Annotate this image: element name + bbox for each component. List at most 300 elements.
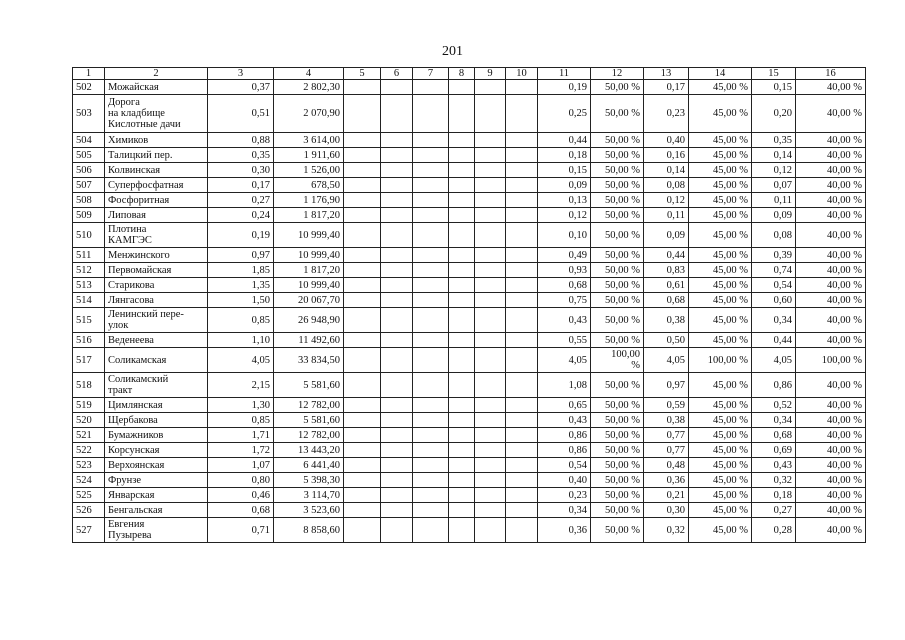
cell-col-14: 45,00 %	[689, 333, 752, 348]
table-row	[73, 248, 866, 263]
cell-col-12: 50,00 %	[591, 248, 644, 263]
cell-col-11: 0,19	[538, 80, 591, 95]
cell-col-3: 0,17	[208, 178, 274, 193]
cell-col-16: 40,00 %	[796, 473, 866, 488]
cell-col-3: 0,46	[208, 488, 274, 503]
cell-col-14: 45,00 %	[689, 373, 752, 398]
cell-col-14: 45,00 %	[689, 518, 752, 543]
cell-col-1: 506	[73, 163, 105, 178]
empty-cell	[506, 278, 538, 293]
empty-cell	[449, 518, 475, 543]
empty-cell	[506, 503, 538, 518]
cell-col-15: 0,12	[752, 163, 796, 178]
column-header: 8	[449, 68, 475, 80]
empty-cell	[344, 293, 381, 308]
cell-col-12: 50,00 %	[591, 373, 644, 398]
empty-cell	[506, 133, 538, 148]
cell-col-11: 0,36	[538, 518, 591, 543]
cell-col-14: 45,00 %	[689, 163, 752, 178]
cell-col-3: 1,07	[208, 458, 274, 473]
cell-col-4: 11 492,60	[274, 333, 344, 348]
empty-cell	[506, 193, 538, 208]
cell-col-12: 50,00 %	[591, 133, 644, 148]
empty-cell	[381, 398, 413, 413]
cell-col-13: 0,38	[644, 413, 689, 428]
cell-col-4: 33 834,50	[274, 348, 344, 373]
empty-cell	[506, 373, 538, 398]
cell-col-14: 45,00 %	[689, 293, 752, 308]
empty-cell	[449, 223, 475, 248]
cell-col-13: 0,32	[644, 518, 689, 543]
cell-col-14: 45,00 %	[689, 248, 752, 263]
cell-col-3: 0,27	[208, 193, 274, 208]
cell-col-4: 26 948,90	[274, 308, 344, 333]
empty-cell	[506, 148, 538, 163]
cell-col-13: 0,23	[644, 95, 689, 133]
cell-col-2: Колвинская	[105, 163, 208, 178]
cell-col-11: 0,40	[538, 473, 591, 488]
empty-cell	[475, 248, 506, 263]
column-header: 15	[752, 68, 796, 80]
empty-cell	[506, 428, 538, 443]
cell-col-3: 1,72	[208, 443, 274, 458]
cell-col-12: 50,00 %	[591, 95, 644, 133]
cell-col-3: 1,50	[208, 293, 274, 308]
cell-col-3: 1,30	[208, 398, 274, 413]
cell-col-15: 0,60	[752, 293, 796, 308]
cell-col-13: 0,12	[644, 193, 689, 208]
column-header: 7	[413, 68, 449, 80]
cell-col-16: 40,00 %	[796, 263, 866, 278]
cell-col-11: 0,10	[538, 223, 591, 248]
cell-col-14: 45,00 %	[689, 148, 752, 163]
empty-cell	[344, 458, 381, 473]
cell-col-12: 50,00 %	[591, 278, 644, 293]
empty-cell	[381, 503, 413, 518]
empty-cell	[506, 443, 538, 458]
empty-cell	[413, 278, 449, 293]
cell-col-14: 45,00 %	[689, 488, 752, 503]
empty-cell	[506, 348, 538, 373]
column-header: 2	[105, 68, 208, 80]
empty-cell	[413, 148, 449, 163]
empty-cell	[381, 223, 413, 248]
table-row	[73, 473, 866, 488]
cell-col-2: Фосфоритная	[105, 193, 208, 208]
cell-col-16: 40,00 %	[796, 333, 866, 348]
cell-col-13: 0,08	[644, 178, 689, 193]
empty-cell	[475, 95, 506, 133]
empty-cell	[344, 95, 381, 133]
cell-col-11: 0,54	[538, 458, 591, 473]
cell-col-1: 508	[73, 193, 105, 208]
cell-col-13: 0,48	[644, 458, 689, 473]
empty-cell	[344, 413, 381, 428]
table-row	[73, 263, 866, 278]
cell-col-4: 1 911,60	[274, 148, 344, 163]
column-header: 5	[344, 68, 381, 80]
cell-col-11: 0,15	[538, 163, 591, 178]
column-header: 16	[796, 68, 866, 80]
cell-col-16: 40,00 %	[796, 443, 866, 458]
empty-cell	[449, 95, 475, 133]
empty-cell	[413, 488, 449, 503]
cell-col-2: Можайская	[105, 80, 208, 95]
table-row	[73, 443, 866, 458]
empty-cell	[413, 193, 449, 208]
cell-col-1: 524	[73, 473, 105, 488]
column-header: 12	[591, 68, 644, 80]
cell-col-14: 45,00 %	[689, 503, 752, 518]
cell-col-14: 100,00 %	[689, 348, 752, 373]
cell-col-13: 0,40	[644, 133, 689, 148]
empty-cell	[413, 133, 449, 148]
column-header: 13	[644, 68, 689, 80]
empty-cell	[413, 398, 449, 413]
cell-col-11: 0,49	[538, 248, 591, 263]
cell-col-1: 507	[73, 178, 105, 193]
cell-col-13: 0,68	[644, 293, 689, 308]
empty-cell	[449, 398, 475, 413]
cell-col-12: 50,00 %	[591, 518, 644, 543]
cell-col-14: 45,00 %	[689, 413, 752, 428]
empty-cell	[381, 293, 413, 308]
cell-col-11: 0,23	[538, 488, 591, 503]
cell-col-13: 0,59	[644, 398, 689, 413]
cell-col-15: 0,68	[752, 428, 796, 443]
empty-cell	[344, 348, 381, 373]
cell-col-16: 40,00 %	[796, 163, 866, 178]
empty-cell	[381, 413, 413, 428]
empty-cell	[506, 308, 538, 333]
empty-cell	[506, 333, 538, 348]
cell-col-4: 5 581,60	[274, 413, 344, 428]
empty-cell	[475, 293, 506, 308]
empty-cell	[475, 148, 506, 163]
table-row	[73, 488, 866, 503]
column-header: 9	[475, 68, 506, 80]
cell-col-14: 45,00 %	[689, 95, 752, 133]
cell-col-16: 40,00 %	[796, 208, 866, 223]
empty-cell	[475, 133, 506, 148]
cell-col-12: 50,00 %	[591, 488, 644, 503]
cell-col-14: 45,00 %	[689, 443, 752, 458]
empty-cell	[449, 333, 475, 348]
cell-col-4: 12 782,00	[274, 428, 344, 443]
cell-col-1: 522	[73, 443, 105, 458]
cell-col-1: 511	[73, 248, 105, 263]
cell-col-2: Цимлянская	[105, 398, 208, 413]
cell-col-11: 0,86	[538, 428, 591, 443]
empty-cell	[475, 163, 506, 178]
cell-col-3: 1,85	[208, 263, 274, 278]
empty-cell	[506, 518, 538, 543]
table-row	[73, 178, 866, 193]
cell-col-16: 40,00 %	[796, 308, 866, 333]
cell-col-12: 50,00 %	[591, 208, 644, 223]
empty-cell	[381, 348, 413, 373]
empty-cell	[381, 248, 413, 263]
empty-cell	[413, 348, 449, 373]
cell-col-12: 100,00 %	[591, 348, 644, 373]
cell-col-3: 2,15	[208, 373, 274, 398]
empty-cell	[413, 458, 449, 473]
empty-cell	[475, 373, 506, 398]
empty-cell	[413, 95, 449, 133]
cell-col-3: 0,88	[208, 133, 274, 148]
cell-col-13: 0,21	[644, 488, 689, 503]
cell-col-11: 0,75	[538, 293, 591, 308]
cell-col-3: 0,68	[208, 503, 274, 518]
empty-cell	[506, 208, 538, 223]
empty-cell	[475, 518, 506, 543]
cell-col-14: 45,00 %	[689, 80, 752, 95]
cell-col-15: 0,43	[752, 458, 796, 473]
empty-cell	[381, 80, 413, 95]
empty-cell	[506, 398, 538, 413]
empty-cell	[413, 373, 449, 398]
cell-col-3: 1,10	[208, 333, 274, 348]
empty-cell	[449, 148, 475, 163]
cell-col-15: 0,39	[752, 248, 796, 263]
empty-cell	[449, 308, 475, 333]
empty-cell	[475, 193, 506, 208]
empty-cell	[449, 80, 475, 95]
empty-cell	[449, 373, 475, 398]
empty-cell	[413, 518, 449, 543]
cell-col-16: 40,00 %	[796, 95, 866, 133]
cell-col-1: 503	[73, 95, 105, 133]
empty-cell	[475, 488, 506, 503]
cell-col-4: 5 398,30	[274, 473, 344, 488]
cell-col-15: 4,05	[752, 348, 796, 373]
table-row	[73, 458, 866, 473]
empty-cell	[381, 95, 413, 133]
empty-cell	[413, 413, 449, 428]
empty-cell	[381, 133, 413, 148]
cell-col-15: 0,08	[752, 223, 796, 248]
empty-cell	[449, 193, 475, 208]
cell-col-2: Суперфосфатная	[105, 178, 208, 193]
cell-col-2: Щербакова	[105, 413, 208, 428]
empty-cell	[506, 293, 538, 308]
empty-cell	[449, 488, 475, 503]
cell-col-3: 0,97	[208, 248, 274, 263]
empty-cell	[381, 278, 413, 293]
table-row	[73, 208, 866, 223]
empty-cell	[506, 178, 538, 193]
empty-cell	[413, 208, 449, 223]
cell-col-3: 0,19	[208, 223, 274, 248]
page-number: 201	[442, 44, 463, 59]
cell-col-15: 0,14	[752, 148, 796, 163]
empty-cell	[475, 428, 506, 443]
cell-col-2: Липовая	[105, 208, 208, 223]
cell-col-15: 0,34	[752, 308, 796, 333]
cell-col-14: 45,00 %	[689, 458, 752, 473]
table-row	[73, 223, 866, 248]
cell-col-11: 0,12	[538, 208, 591, 223]
cell-col-13: 0,36	[644, 473, 689, 488]
cell-col-1: 527	[73, 518, 105, 543]
cell-col-1: 505	[73, 148, 105, 163]
table-body	[73, 80, 866, 543]
table-row	[73, 293, 866, 308]
cell-col-4: 3 523,60	[274, 503, 344, 518]
column-header: 14	[689, 68, 752, 80]
empty-cell	[475, 348, 506, 373]
cell-col-2: Химиков	[105, 133, 208, 148]
cell-col-4: 10 999,40	[274, 278, 344, 293]
cell-col-16: 40,00 %	[796, 503, 866, 518]
cell-col-16: 100,00 %	[796, 348, 866, 373]
cell-col-1: 510	[73, 223, 105, 248]
empty-cell	[413, 443, 449, 458]
cell-col-4: 13 443,20	[274, 443, 344, 458]
empty-cell	[449, 248, 475, 263]
cell-col-15: 0,44	[752, 333, 796, 348]
empty-cell	[344, 208, 381, 223]
empty-cell	[413, 293, 449, 308]
cell-col-13: 0,38	[644, 308, 689, 333]
cell-col-1: 525	[73, 488, 105, 503]
cell-col-15: 0,20	[752, 95, 796, 133]
empty-cell	[344, 443, 381, 458]
cell-col-2: Дорога на кладбище Кислотные дачи	[105, 95, 208, 133]
cell-col-2: Фрунзе	[105, 473, 208, 488]
empty-cell	[381, 428, 413, 443]
empty-cell	[413, 178, 449, 193]
empty-cell	[413, 308, 449, 333]
cell-col-16: 40,00 %	[796, 223, 866, 248]
empty-cell	[506, 413, 538, 428]
column-header: 3	[208, 68, 274, 80]
cell-col-12: 50,00 %	[591, 428, 644, 443]
empty-cell	[449, 473, 475, 488]
cell-col-15: 0,86	[752, 373, 796, 398]
cell-col-13: 0,17	[644, 80, 689, 95]
empty-cell	[381, 488, 413, 503]
empty-cell	[449, 348, 475, 373]
cell-col-15: 0,09	[752, 208, 796, 223]
cell-col-2: Корсунская	[105, 443, 208, 458]
cell-col-1: 523	[73, 458, 105, 473]
empty-cell	[449, 443, 475, 458]
cell-col-12: 50,00 %	[591, 503, 644, 518]
table-row	[73, 163, 866, 178]
cell-col-3: 1,71	[208, 428, 274, 443]
table-row	[73, 278, 866, 293]
empty-cell	[449, 178, 475, 193]
cell-col-1: 519	[73, 398, 105, 413]
table-row	[73, 373, 866, 398]
empty-cell	[475, 413, 506, 428]
empty-cell	[506, 163, 538, 178]
empty-cell	[413, 223, 449, 248]
cell-col-15: 0,07	[752, 178, 796, 193]
cell-col-15: 0,18	[752, 488, 796, 503]
cell-col-1: 514	[73, 293, 105, 308]
empty-cell	[506, 95, 538, 133]
empty-cell	[344, 278, 381, 293]
empty-cell	[475, 208, 506, 223]
empty-cell	[344, 333, 381, 348]
cell-col-2: Январская	[105, 488, 208, 503]
cell-col-3: 0,35	[208, 148, 274, 163]
cell-col-1: 521	[73, 428, 105, 443]
empty-cell	[344, 503, 381, 518]
cell-col-4: 678,50	[274, 178, 344, 193]
cell-col-16: 40,00 %	[796, 293, 866, 308]
cell-col-16: 40,00 %	[796, 193, 866, 208]
cell-col-16: 40,00 %	[796, 488, 866, 503]
cell-col-3: 0,71	[208, 518, 274, 543]
cell-col-14: 45,00 %	[689, 398, 752, 413]
empty-cell	[475, 80, 506, 95]
cell-col-12: 50,00 %	[591, 193, 644, 208]
column-header: 4	[274, 68, 344, 80]
cell-col-1: 512	[73, 263, 105, 278]
empty-cell	[344, 133, 381, 148]
empty-cell	[381, 208, 413, 223]
cell-col-3: 4,05	[208, 348, 274, 373]
cell-col-1: 515	[73, 308, 105, 333]
empty-cell	[506, 248, 538, 263]
empty-cell	[344, 263, 381, 278]
cell-col-15: 0,34	[752, 413, 796, 428]
cell-col-14: 45,00 %	[689, 208, 752, 223]
empty-cell	[449, 163, 475, 178]
empty-cell	[344, 373, 381, 398]
cell-col-14: 45,00 %	[689, 223, 752, 248]
cell-col-2: Первомайская	[105, 263, 208, 278]
cell-col-13: 0,77	[644, 428, 689, 443]
header-row	[73, 68, 866, 80]
empty-cell	[344, 428, 381, 443]
column-header: 10	[506, 68, 538, 80]
table-row	[73, 348, 866, 373]
empty-cell	[475, 263, 506, 278]
empty-cell	[381, 148, 413, 163]
empty-cell	[475, 308, 506, 333]
cell-col-14: 45,00 %	[689, 263, 752, 278]
cell-col-13: 0,09	[644, 223, 689, 248]
cell-col-16: 40,00 %	[796, 278, 866, 293]
cell-col-15: 0,27	[752, 503, 796, 518]
cell-col-16: 40,00 %	[796, 148, 866, 163]
empty-cell	[344, 488, 381, 503]
empty-cell	[381, 518, 413, 543]
empty-cell	[413, 248, 449, 263]
cell-col-12: 50,00 %	[591, 223, 644, 248]
table-row	[73, 518, 866, 543]
empty-cell	[344, 178, 381, 193]
empty-cell	[449, 278, 475, 293]
cell-col-15: 0,15	[752, 80, 796, 95]
empty-cell	[381, 263, 413, 278]
cell-col-1: 513	[73, 278, 105, 293]
cell-col-4: 3 614,00	[274, 133, 344, 148]
cell-col-13: 0,14	[644, 163, 689, 178]
cell-col-4: 1 526,00	[274, 163, 344, 178]
data-table	[72, 67, 866, 543]
cell-col-1: 520	[73, 413, 105, 428]
cell-col-12: 50,00 %	[591, 148, 644, 163]
table-row	[73, 308, 866, 333]
cell-col-4: 1 817,20	[274, 263, 344, 278]
cell-col-4: 1 176,90	[274, 193, 344, 208]
table-row	[73, 95, 866, 133]
